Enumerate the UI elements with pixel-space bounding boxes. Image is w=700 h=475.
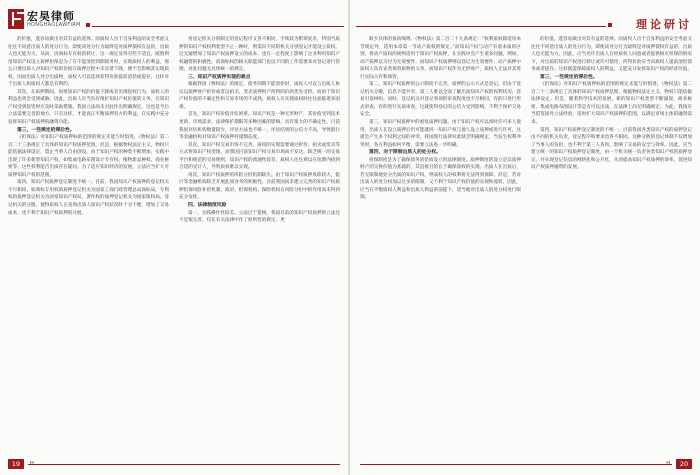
section-heading: 第三，一些规定的滞后性。	[540, 73, 598, 80]
body-paragraph: 担保制度是为了确保债务清偿而设立的法律制度。质押制度的设立是以质押财产的交换价值为基础的，其直接目的在于确保债权的实现。出质人在出质后，若无限制地处分出质的知识产权，则质权人的权利将无法得到保障。但是，若对出质人的处分权加以过多的限制，又不利于知识产权价值的实现和流转。因此，应当在平衡质权人利益和出质人利益的前提下，适当地对出质人的处分权进行限制。	[360, 157, 521, 201]
logo-mark-icon	[8, 9, 24, 29]
body-paragraph: 再次，知识产权质押的风险分担机制缺失。由于知识产权质押风险较大，银行等金融机构缺乏开展此项业务的积极性。目前我国尚未建立完善的知识产权质押担保风险补偿机制，政府、担保机构、保险机构在风险分担中的作用尚未得到充分发挥。	[179, 172, 340, 201]
page-number-right: 20	[676, 459, 692, 469]
body-paragraph: 根据我国《物权法》的规定，债务到期不能清偿时，质权人可以与出质人协议以质押财产折价或者以拍卖、变卖质押财产所得的价款优先受偿。而由于知识产权价值的不确定性和交易市场的不成熟，质权人在实现质权时往往面临诸多困难。	[179, 82, 340, 110]
body-paragraph: 其次，知识产权交易市场不完善。质权的实现需要通过折价、拍卖或变卖等方式将知识产权变现，而我国目前知识产权交易市场尚不发达，缺乏统一的交易平台和规范的交易规则，知识产权的流通性较差，质权人往往难以在短期内找到合适的受让人，导致质权难以实现。	[179, 142, 340, 171]
body-paragraph: 的价值，遂容易做出对其有益的选择。而质权人出于自身利益的安全考虑又往往不同意出质人的处分行为，即使该处分行为最终是对质押债权有益的，出质人也无能为力。因此，应当允许出质人在经质权人同意或者提供相应担保的情况下，对出质的知识产权进行转让或许可使用，所得价款应当向质权人提前清偿债务或者提存。这样既能保障质权人的利益，又能充分发挥知识产权的经济价值。	[531, 37, 692, 73]
body-paragraph: 缺少具体的条款细则。《物权法》第二百二十九条规定：“权利质权除适用本节规定外，适用本章第一节动产质权的规定。”而知识产权与动产有着本质的区别，将动产质权的规则适用于知识产权质押，在实践中会产生诸多问题。例如，动产质押以交付为生效要件，而知识产权质押则以登记为生效要件；动产质押中质权人负有妥善保管质物的义务，而知识产权作为无形财产，质权人无法对其进行实际占有和保管。	[360, 37, 521, 80]
right-column-1	[360, 36, 521, 453]
body-paragraph: 第一，实践操作性较差。立法过于笼统，我国目前的知识产权质押的立法还不是很完善，仅在有关法律中作了原则性的规定，更	[179, 210, 340, 224]
body-paragraph: 的价值，遂容易做出对其有益的选择。而质权人出于自身利益的安全考虑又往往不同意出质人的处分行为，即使该处分行为最终是对质押债权有益的，出质人也无能为力。从而，因商标专有权的转让，这一规定显得有些不适宜。既然利用知识产权设立质押担保是为了在不能清偿到期债务时，实现质权人的利益，那么只要出质人对知识产权的价值在质押过程中未显著下降，便不会影响其实现质权，因而出质人处分出质物，质权人可以选择获得价款提前清偿或提存，这样对于出质人和质权人都是有利的。	[8, 37, 169, 88]
right-columns	[360, 36, 692, 453]
section-title: 理论研讨	[636, 18, 692, 31]
right-column-2	[531, 36, 692, 453]
body-paragraph: 《担保法》对知识产权质押标的范围的规定未能与时俱进，《物权法》第二百二十三条规定了具体的知识产权质押范围。但是，根据物权法定主义，物权只能依据法律设定，禁止当事人自由创设。由于知识产权的种类不断增加，实践中出现了许多新型知识产权，如集成电路布图设计专有权、植物新品种权、商业秘密等，这些权利能否出质存在疑问。为了适应知识经济的发展，立法应当扩大可质押知识产权的范围。	[8, 135, 169, 178]
body-paragraph: 第四，知识产权质押登记制度不统一。目前，我国知识产权质押的登记机关不尽相同，如商标专用权的质押登记机关为国家工商行政管理总局商标局，专利权的质押登记机关为国家知识产权局，著作权的质押登记机关为国家版权局。登记机关的分散，使得质权人在查询出质人知识产权状况时十分不便，增加了交易成本，也不利于知识产权质押的开展。	[8, 180, 169, 216]
body-paragraph: 第三，知识产权质押中的重复质押问题。由于知识产权可以同时许可多人使用，出质人在设立质押后仍可能就同一知识产权与他人设立质押或进行许可，这就会产生多个权利之间的冲突。我国现行法律对此缺乏明确规定，当发生权利冲突时，各方利益如何平衡，需要立法进一步明确。	[360, 120, 521, 148]
body-paragraph: 《担保法》对知识产权质押标的范围的规定未能与时俱进，《物权法》第二百二十三条规定了具体的知识产权质押范围，根据物权法定主义，物权只能依据法律设定。但是，随着科学技术的发展，新的知识产权类型不断涌现，商业秘密、集成电路布图设计等是否可以出质，在法律上尚无明确规定。为此，我国应当借鉴国外立法经验，适时扩大知识产权质押的范围，以满足市场主体的融资需求。	[531, 82, 692, 126]
right-page	[350, 0, 700, 475]
footer-mark-right: H	[666, 461, 670, 467]
section-heading: 四、法律制度风险	[188, 202, 227, 209]
left-column-2	[179, 36, 340, 453]
body-paragraph: 第二，知识产权质押的公示制度不完善。质押的公示方式是登记，但由于登记机关分散，信息不能共享，第三人难以全面了解出质知识产权的权利状况，容易引发纠纷。同时，登记机关对登记事项的审查程度也不尽相同，有的只进行形式审查，有的进行实质审查，这就使得登记的公信力受到影响，不利于保护交易安全。	[360, 82, 521, 118]
firm-logo	[8, 8, 81, 30]
left-header	[8, 8, 344, 30]
body-paragraph: 首先，知识产权价值评估困难。知识产权是一种无形财产，其价值受到技术更新、市场需求、法律保护期限等多种因素的影响，具有很大的不确定性。目前我国评估机构数量较少，评估方法也不统一，评估结果的公信力不高，导致银行等金融机构对知识产权质押持谨慎态度。	[179, 112, 340, 141]
header-rule-right	[356, 26, 606, 27]
logo-chinese-name: 宏昊律师	[27, 9, 75, 23]
footer-rule-left	[28, 464, 340, 465]
left-column-1	[8, 36, 169, 453]
logo-english-name: HONGHAOLAWFIRM	[27, 21, 81, 28]
page-number-left: 19	[8, 459, 24, 469]
left-footer	[8, 459, 340, 469]
section-heading: 三、知识产权质押实现的难点	[188, 73, 251, 80]
section-heading: 第三，一些规定的滞后性。	[17, 126, 75, 133]
body-paragraph: 各登记机关分别制定的登记程序又各不相同，手续较为繁琐复杂，特别当质押的知识产权权利类型不止一种时，则需向不同的机关分别登记才能设立质权。这无疑增加了知识产权质押设立的成本，也在一定程度上影响了企业利用知识产权融资的积极性。而商标权的相关职能部门也以不同的工作需要来对登记进行管理，对此问题无具体统一的规定。	[179, 37, 340, 73]
right-header	[356, 8, 692, 30]
left-columns	[8, 36, 340, 453]
header-square-icon	[86, 23, 90, 27]
footer-rule-right	[360, 464, 672, 465]
body-paragraph: 第四，知识产权质押登记制度的不统一。目前我国各类知识产权的质押登记由不同的机关负责，登记程序和要求也各不相同。这种分散的登记体制不仅增加了当事人的负担，也不利于第三人查询，影响了交易的安全与效率。因此，应当建立统一的知识产权质押登记制度，由一个机关统一负责各类知识产权的质押登记，并实现登记信息的网络化和公开化，从而提高知识产权质押的效率，促进知识产权质押融资的发展。	[531, 127, 692, 171]
right-footer	[360, 459, 692, 469]
header-rule	[92, 26, 344, 27]
section-heading: 第四，对于限制出质人的处分权。	[369, 149, 441, 156]
header-square-icon-right	[608, 23, 612, 27]
body-paragraph: 其次，在质押期间，如果知识产权的价值下降或者出现侵权行为，质权人的利益也将会受到威胁。因此，出质人应当负有维护知识产权价值的义务，在知识产权受到侵害时应及时采取措施。我国立法尚未对此作出明确规定，这也是今后立法需要完善的地方。只有这样，才能真正平衡质押双方的利益，在实践中充分发挥知识产权质押的融资功能。	[8, 89, 169, 126]
